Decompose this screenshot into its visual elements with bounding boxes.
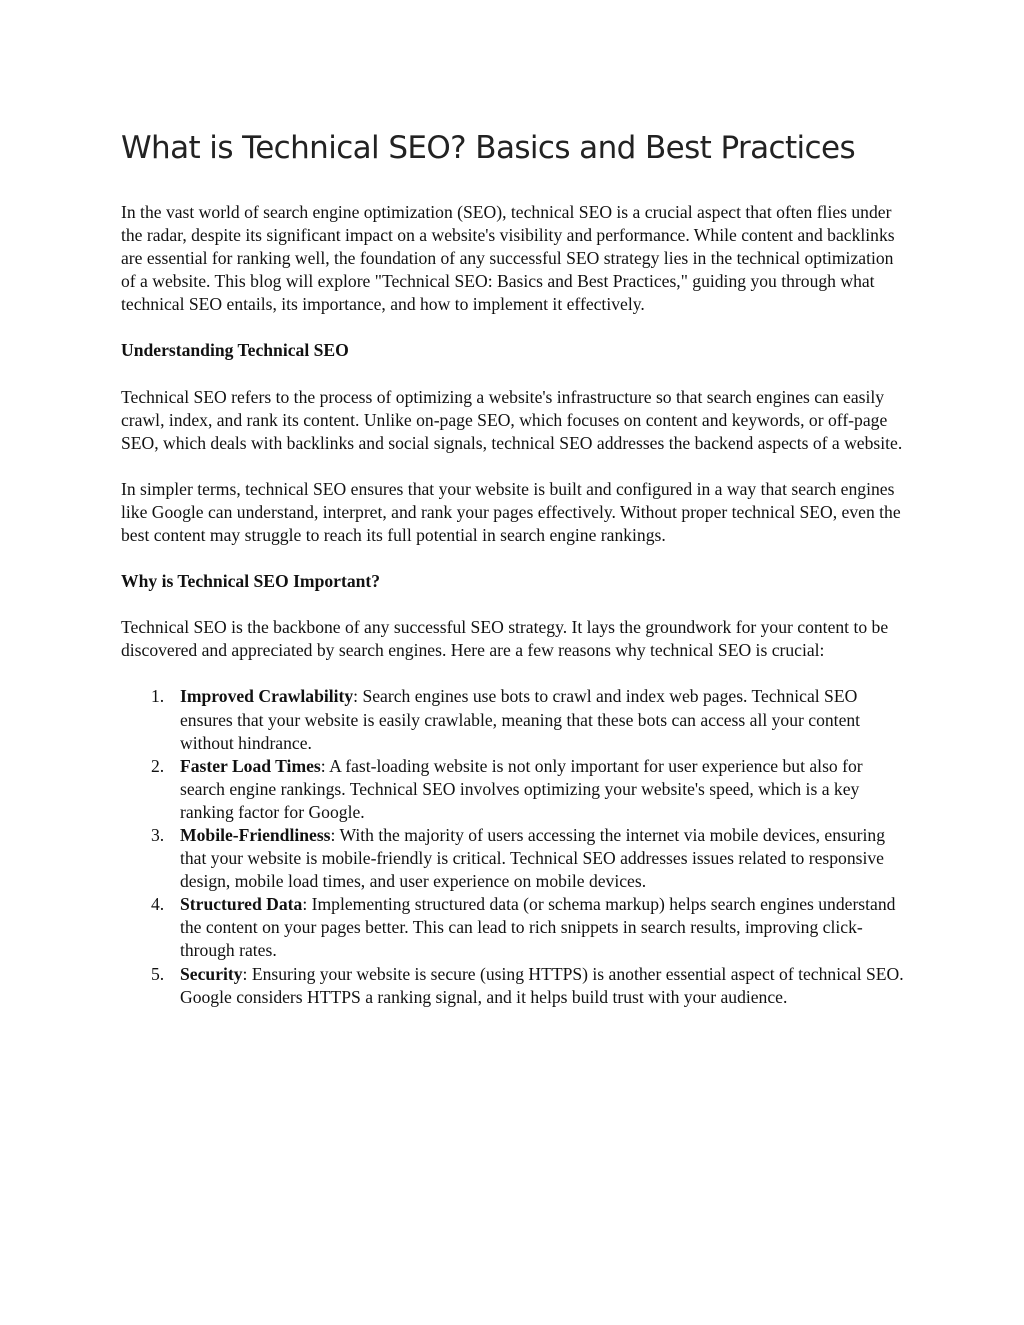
page-title: What is Technical SEO? Basics and Best Practices	[121, 130, 856, 166]
list-item-term: Mobile-Friendliness	[180, 824, 331, 845]
reasons-list	[121, 685, 907, 1008]
list-item	[121, 755, 907, 824]
intro-paragraph: In the vast world of search engine optimization (SEO), technical SEO is a crucial aspect that often flies under the radar, despite its significant impact on a website's visibility and performance. While content and backlinks are essential for ranking well, the foundation of any successful SEO strategy lies in the technical optimization of a website. This blog will explore "Technical SEO: Basics and Best Practices," guiding you through what technical SEO entails, its importance, and how to implement it effectively.	[121, 202, 895, 315]
list-item-text: : With the majority of users accessing the internet via mobile devices, ensuring that your website is mobile-friendly is critical. Technical SEO addresses issues related to responsive design, mobile load times, and user experience on mobile devices.	[180, 824, 886, 892]
section-heading-importance: Why is Technical SEO Important?	[121, 571, 381, 592]
list-item-term: Faster Load Times	[180, 755, 321, 776]
list-item	[121, 685, 907, 754]
list-item-term: Improved Crawlability	[180, 686, 354, 707]
list-item	[121, 893, 907, 962]
list-item-number: 1.	[151, 686, 165, 707]
list-item-text: : Search engines use bots to crawl and index web pages. Technical SEO ensures that your website is easily crawlable, meaning that these bots can access all your content without hindrance.	[180, 686, 861, 753]
list-item	[121, 963, 907, 1009]
understanding-paragraph-2: In simpler terms, technical SEO ensures that your website is built and configured in a way that search engines like Google can understand, interpret, and rank your pages effectively. Without proper technical SEO, even the best content may struggle to reach its full potential in search engine rankings.	[121, 478, 901, 546]
document-body	[121, 201, 907, 1009]
list-item-number: 4.	[151, 894, 165, 915]
list-item-term: Security	[180, 963, 243, 984]
understanding-paragraph-1: Technical SEO refers to the process of optimizing a website's infrastructure so that search engines can easily crawl, index, and rank its content. Unlike on-page SEO, which focuses on content and keywords, or off-page SEO, which deals with backlinks and social signals, technical SEO addresses the backend aspects of a website.	[121, 386, 903, 453]
document-page	[121, 124, 907, 1009]
importance-paragraph: Technical SEO is the backbone of any successful SEO strategy. It lays the groundwork for your content to be discovered and appreciated by search engines. Here are a few reasons why technical SEO is crucial:	[121, 617, 889, 661]
list-item-text: : Implementing structured data (or schema markup) helps search engines understand the content on your pages better. This can lead to rich snippets in search results, improving click-through rates.	[180, 894, 896, 961]
list-item-text: : Ensuring your website is secure (using HTTPS) is another essential aspect of technical SEO. Google considers HTTPS a ranking signal, and it helps build trust with your audience.	[180, 963, 904, 1007]
section-heading-understanding: Understanding Technical SEO	[121, 340, 349, 361]
list-item-number: 3.	[151, 824, 165, 845]
list-item-term: Structured Data	[180, 894, 303, 915]
list-item-text: : A fast-loading website is not only important for user experience but also for search engine rankings. Technical SEO involves optimizing your website's speed, which is a key ranking factor for Google.	[180, 755, 863, 822]
list-item	[121, 824, 907, 893]
list-item-number: 5.	[151, 963, 165, 984]
list-item-number: 2.	[151, 755, 165, 776]
